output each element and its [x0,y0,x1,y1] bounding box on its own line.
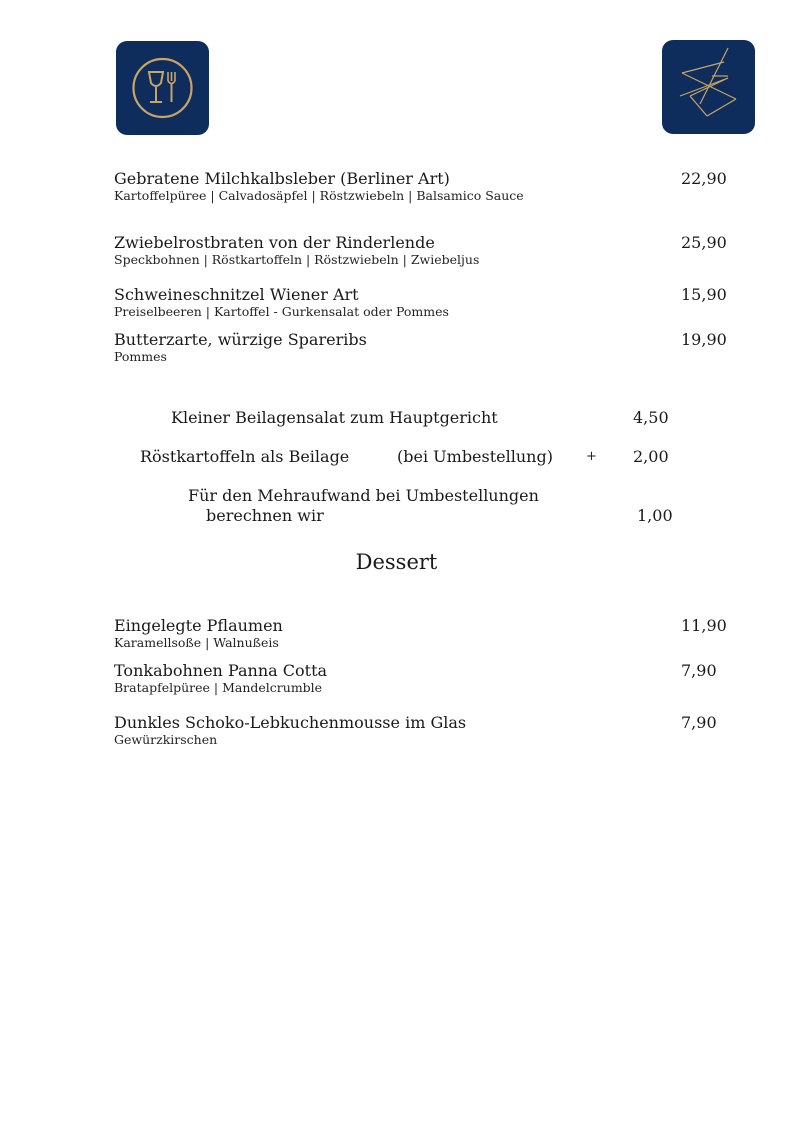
dish-description: Karamellsoße | Walnußeis [114,635,279,650]
dish-price: 7,90 [681,661,717,680]
dish-name: Schweineschnitzel Wiener Art [114,285,359,304]
dish-price: 11,90 [681,616,727,635]
surcharge-price: 1,00 [637,506,673,525]
side-salad-price: 4,50 [633,408,669,427]
wine-glass-cutlery-icon [116,41,209,135]
fried-potatoes-price: 2,00 [633,447,669,466]
dish-name: Gebratene Milchkalbsleber (Berliner Art) [114,169,450,188]
side-salad-label: Kleiner Beilagensalat zum Hauptgericht [171,408,498,427]
dish-price: 15,90 [681,285,727,304]
fried-potatoes-label: Röstkartoffeln als Beilage [140,447,350,466]
dish-price: 19,90 [681,330,727,349]
dish-description: Speckbohnen | Röstkartoffeln | Röstzwiebeln | Zwiebeljus [114,252,480,267]
plus-sign: + [586,449,597,464]
dessert-heading: Dessert [355,550,438,574]
dish-name: Zwiebelrostbraten von der Rinderlende [114,233,435,252]
line-art-monogram-icon [662,40,755,134]
fried-potatoes-note: (bei Umbestellung) [397,447,553,466]
dish-price: 22,90 [681,169,727,188]
dish-name: Dunkles Schoko-Lebkuchenmousse im Glas [114,713,467,732]
dish-description: Bratapfelpüree | Mandelcrumble [114,680,323,695]
dish-description: Gewürzkirschen [114,732,218,747]
dish-name: Tonkabohnen Panna Cotta [114,661,328,680]
surcharge-text-line-1: Für den Mehraufwand bei Umbestellungen [188,486,539,505]
dish-name: Eingelegte Pflaumen [114,616,283,635]
surcharge-text-line-2: berechnen wir [206,506,324,525]
dish-name: Butterzarte, würzige Spareribs [114,330,367,349]
dish-description: Preiselbeeren | Kartoffel - Gurkensalat oder Pommes [114,304,449,319]
dish-description: Kartoffelpüree | Calvadosäpfel | Röstzwiebeln | Balsamico Sauce [114,188,524,203]
dish-price: 25,90 [681,233,727,252]
dish-price: 7,90 [681,713,717,732]
dish-description: Pommes [114,349,167,364]
